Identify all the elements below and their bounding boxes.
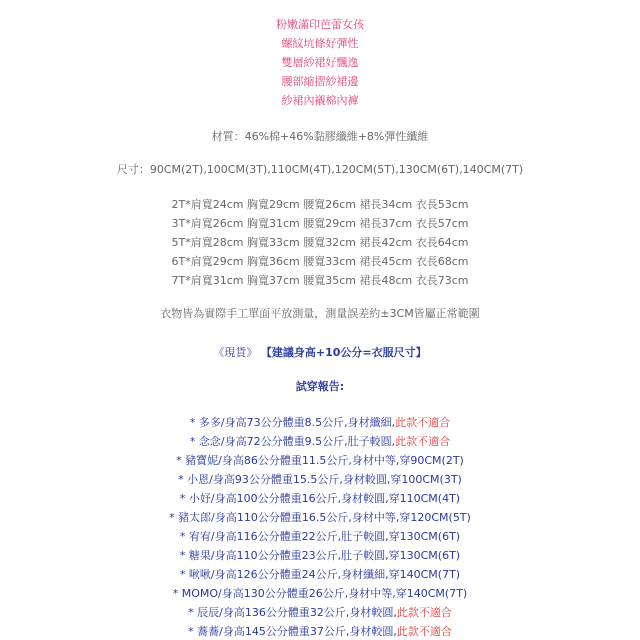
not-suitable-label: 此款不適合 <box>395 416 451 429</box>
feature-line: 紗裙內襯棉內褲 <box>281 94 359 107</box>
trial-item: * 啾啾/身高126公分體重24公斤,身材纖細,穿140CM(7T) <box>179 568 461 581</box>
size-row: 7T*肩寬31cm 胸寬37cm 腰寬35cm 裙長48cm 衣長73cm <box>171 274 469 287</box>
feature-line: 腰部縮摺紗裙邊 <box>281 75 359 88</box>
size-tip: 【建議身高+10公分=衣服尺寸】 <box>260 346 427 359</box>
trial-item: * 多多/身高73公分體重8.5公斤,身材纖細,此款不適合 <box>189 416 451 429</box>
trial-item: * MOMO/身高130公分體重26公斤,身材中等,穿140CM(7T) <box>172 587 468 600</box>
trial-item: * 豬太郎/身高110公分體重16.5公斤,身材中等,穿120CM(5T) <box>169 511 471 524</box>
not-suitable-label: 此款不適合 <box>396 606 452 619</box>
trial-item: * 豬寶妮/身高86公分體重11.5公斤,身材中等,穿90CM(2T) <box>176 454 464 467</box>
feature-line: 粉嫩滿印芭蕾女孩 <box>276 18 364 31</box>
trial-item: * 念念/身高72公分體重9.5公斤,肚子較圓,此款不適合 <box>189 435 451 448</box>
trial-item: * 小妤/身高100公分體重16公斤,身材較圓,穿110CM(4T) <box>179 492 461 505</box>
size-row: 6T*肩寬29cm 胸寬36cm 腰寬33cm 裙長45cm 衣長68cm <box>171 255 469 268</box>
trial-item: * 蕎蕎/身高145公分體重37公斤,身材較圓,此款不適合 <box>188 625 452 638</box>
trial-title: 試穿報告: <box>295 380 345 393</box>
trial-item: * 宥宥/身高116公分體重22公斤,肚子較圓,穿130CM(6T) <box>179 530 461 543</box>
sizes-text: 尺寸：90CM(2T),100CM(3T),110CM(4T),120CM(5T),130CM(6T),140CM(7T) <box>116 163 524 176</box>
material-text: 材質：46%棉+46%黏膠纖維+8%彈性纖維 <box>211 130 429 143</box>
size-row: 5T*肩寬28cm 胸寬33cm 腰寬32cm 裙長42cm 衣長64cm <box>171 236 469 249</box>
feature-line: 雙層紗裙好飄逸 <box>281 56 359 69</box>
trial-item: * 小恩/身高93公分體重15.5公斤,身材較圓,穿100CM(3T) <box>178 473 462 486</box>
trial-item: * 辰辰/身高136公分體重32公斤,身材較圓,此款不適合 <box>188 606 452 619</box>
size-row: 2T*肩寬24cm 胸寬29cm 腰寬26cm 裙長34cm 衣長53cm <box>171 198 469 211</box>
size-row: 3T*肩寬26cm 胸寬31cm 腰寬29cm 裙長37cm 衣長57cm <box>171 217 469 230</box>
trial-item: * 糖果/身高110公分體重23公斤,肚子較圓,穿130CM(6T) <box>179 549 461 562</box>
measure-note: 衣物皆為實際手工單面平放測量，測量誤差約±3CM皆屬正常範圍 <box>160 307 480 320</box>
not-suitable-label: 此款不適合 <box>395 435 451 448</box>
stock-label: 《現貨》 <box>213 346 258 359</box>
feature-line: 螺紋坑條好彈性 <box>281 37 359 50</box>
stock-line <box>0 346 640 360</box>
not-suitable-label: 此款不適合 <box>396 625 452 638</box>
